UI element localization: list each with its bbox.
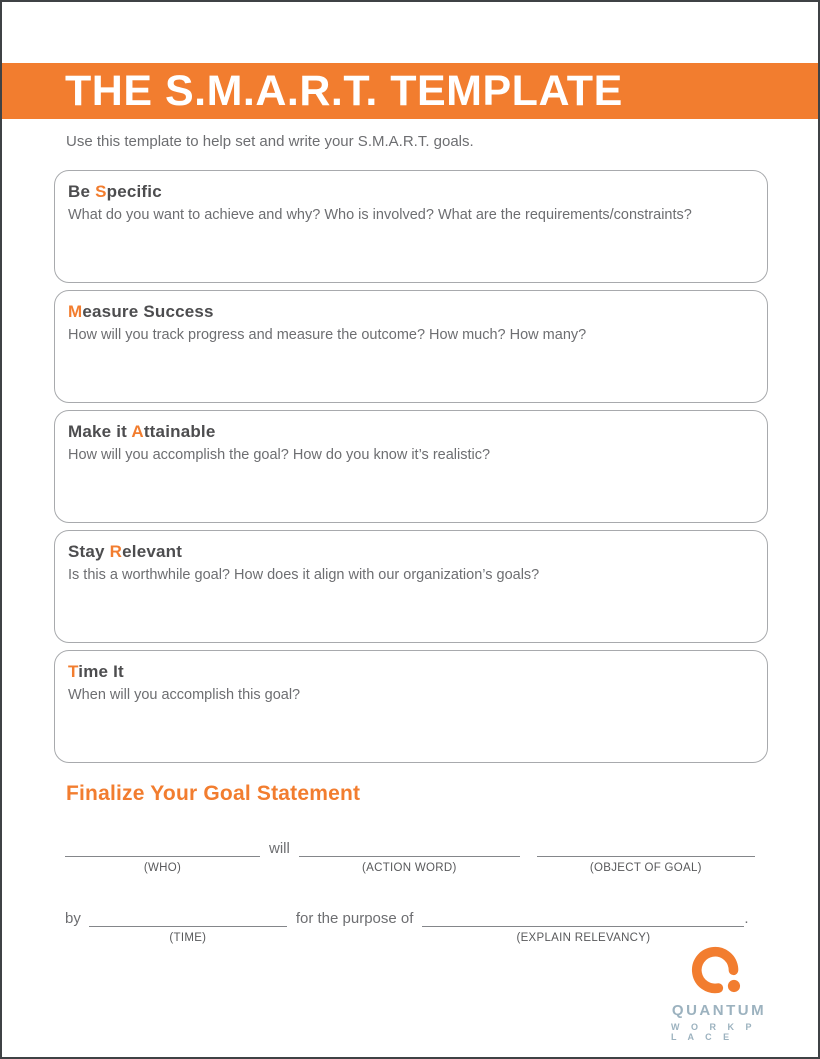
goal-statement-row-1 [65, 839, 755, 874]
blank-object-of-goal-line [537, 839, 755, 857]
title-text: Be [68, 182, 96, 201]
title-accent-letter: R [109, 542, 123, 561]
page-subtitle: Use this template to help set and write your S.M.A.R.T. goals. [66, 133, 474, 150]
page-title: THE S.M.A.R.T. TEMPLATE [65, 66, 623, 115]
section-specific [54, 170, 768, 283]
title-text: Stay [68, 542, 110, 561]
quantum-q-icon [690, 944, 748, 1000]
title-accent-letter: S [95, 182, 107, 201]
section-time-question: When will you accomplish this goal? [68, 687, 301, 703]
prefix-by: by [65, 910, 81, 927]
blank-who [65, 839, 260, 874]
section-attainable [54, 410, 768, 523]
goal-statement-row-2 [65, 909, 749, 944]
title-text: easure Success [82, 302, 214, 321]
blank-time-label: (TIME) [169, 932, 207, 944]
section-measurable-title [68, 302, 753, 322]
section-relevant [54, 530, 768, 643]
blank-time [89, 909, 287, 944]
blank-object-of-goal-label: (OBJECT OF GOAL) [589, 862, 702, 874]
section-specific-question: What do you want to achieve and why? Who is involved? What are the requirements/constraints? [68, 207, 692, 223]
blank-who-label: (WHO) [143, 862, 182, 874]
blank-explain-relevancy-label: (EXPLAIN RELEVANCY) [516, 932, 651, 944]
title-banner [2, 63, 818, 119]
blank-time-line [89, 909, 287, 927]
blank-action-word [299, 839, 520, 874]
blank-action-word-line [299, 839, 520, 857]
section-measurable [54, 290, 768, 403]
blank-action-word-label: (ACTION WORD) [362, 862, 457, 874]
blank-who-line [65, 839, 260, 857]
section-specific-title [68, 182, 753, 202]
section-time [54, 650, 768, 763]
logo-brand-text: QUANTUM [671, 1002, 767, 1019]
title-text: ttainable [143, 422, 216, 441]
blank-explain-relevancy-line [422, 909, 744, 927]
connector-will: will [269, 840, 290, 857]
blank-object-of-goal [537, 839, 755, 874]
section-measurable-question: How will you track progress and measure the outcome? How much? How many? [68, 327, 587, 343]
title-accent-letter: T [68, 662, 79, 681]
title-text: Make it [68, 422, 132, 441]
title-text: elevant [122, 542, 183, 561]
logo-sub-text: W O R K P L A C E [671, 1022, 756, 1042]
connector-for-the-purpose-of: for the purpose of [295, 910, 414, 927]
title-text: ime It [78, 662, 124, 681]
finalize-heading: Finalize Your Goal Statement [66, 782, 361, 805]
section-attainable-question: How will you accomplish the goal? How do you know it’s realistic? [68, 447, 491, 463]
blank-explain-relevancy [422, 909, 744, 944]
section-relevant-title [68, 542, 753, 562]
sentence-period: . [744, 910, 749, 927]
section-time-title [68, 662, 753, 682]
section-relevant-question: Is this a worthwhile goal? How does it align with our organization’s goals? [68, 567, 540, 583]
quantum-workplace-logo [667, 944, 771, 1042]
smart-sections [54, 170, 768, 770]
title-accent-letter: M [68, 302, 83, 321]
title-text: pecific [106, 182, 162, 201]
title-accent-letter: A [131, 422, 144, 441]
section-attainable-title [68, 422, 753, 442]
